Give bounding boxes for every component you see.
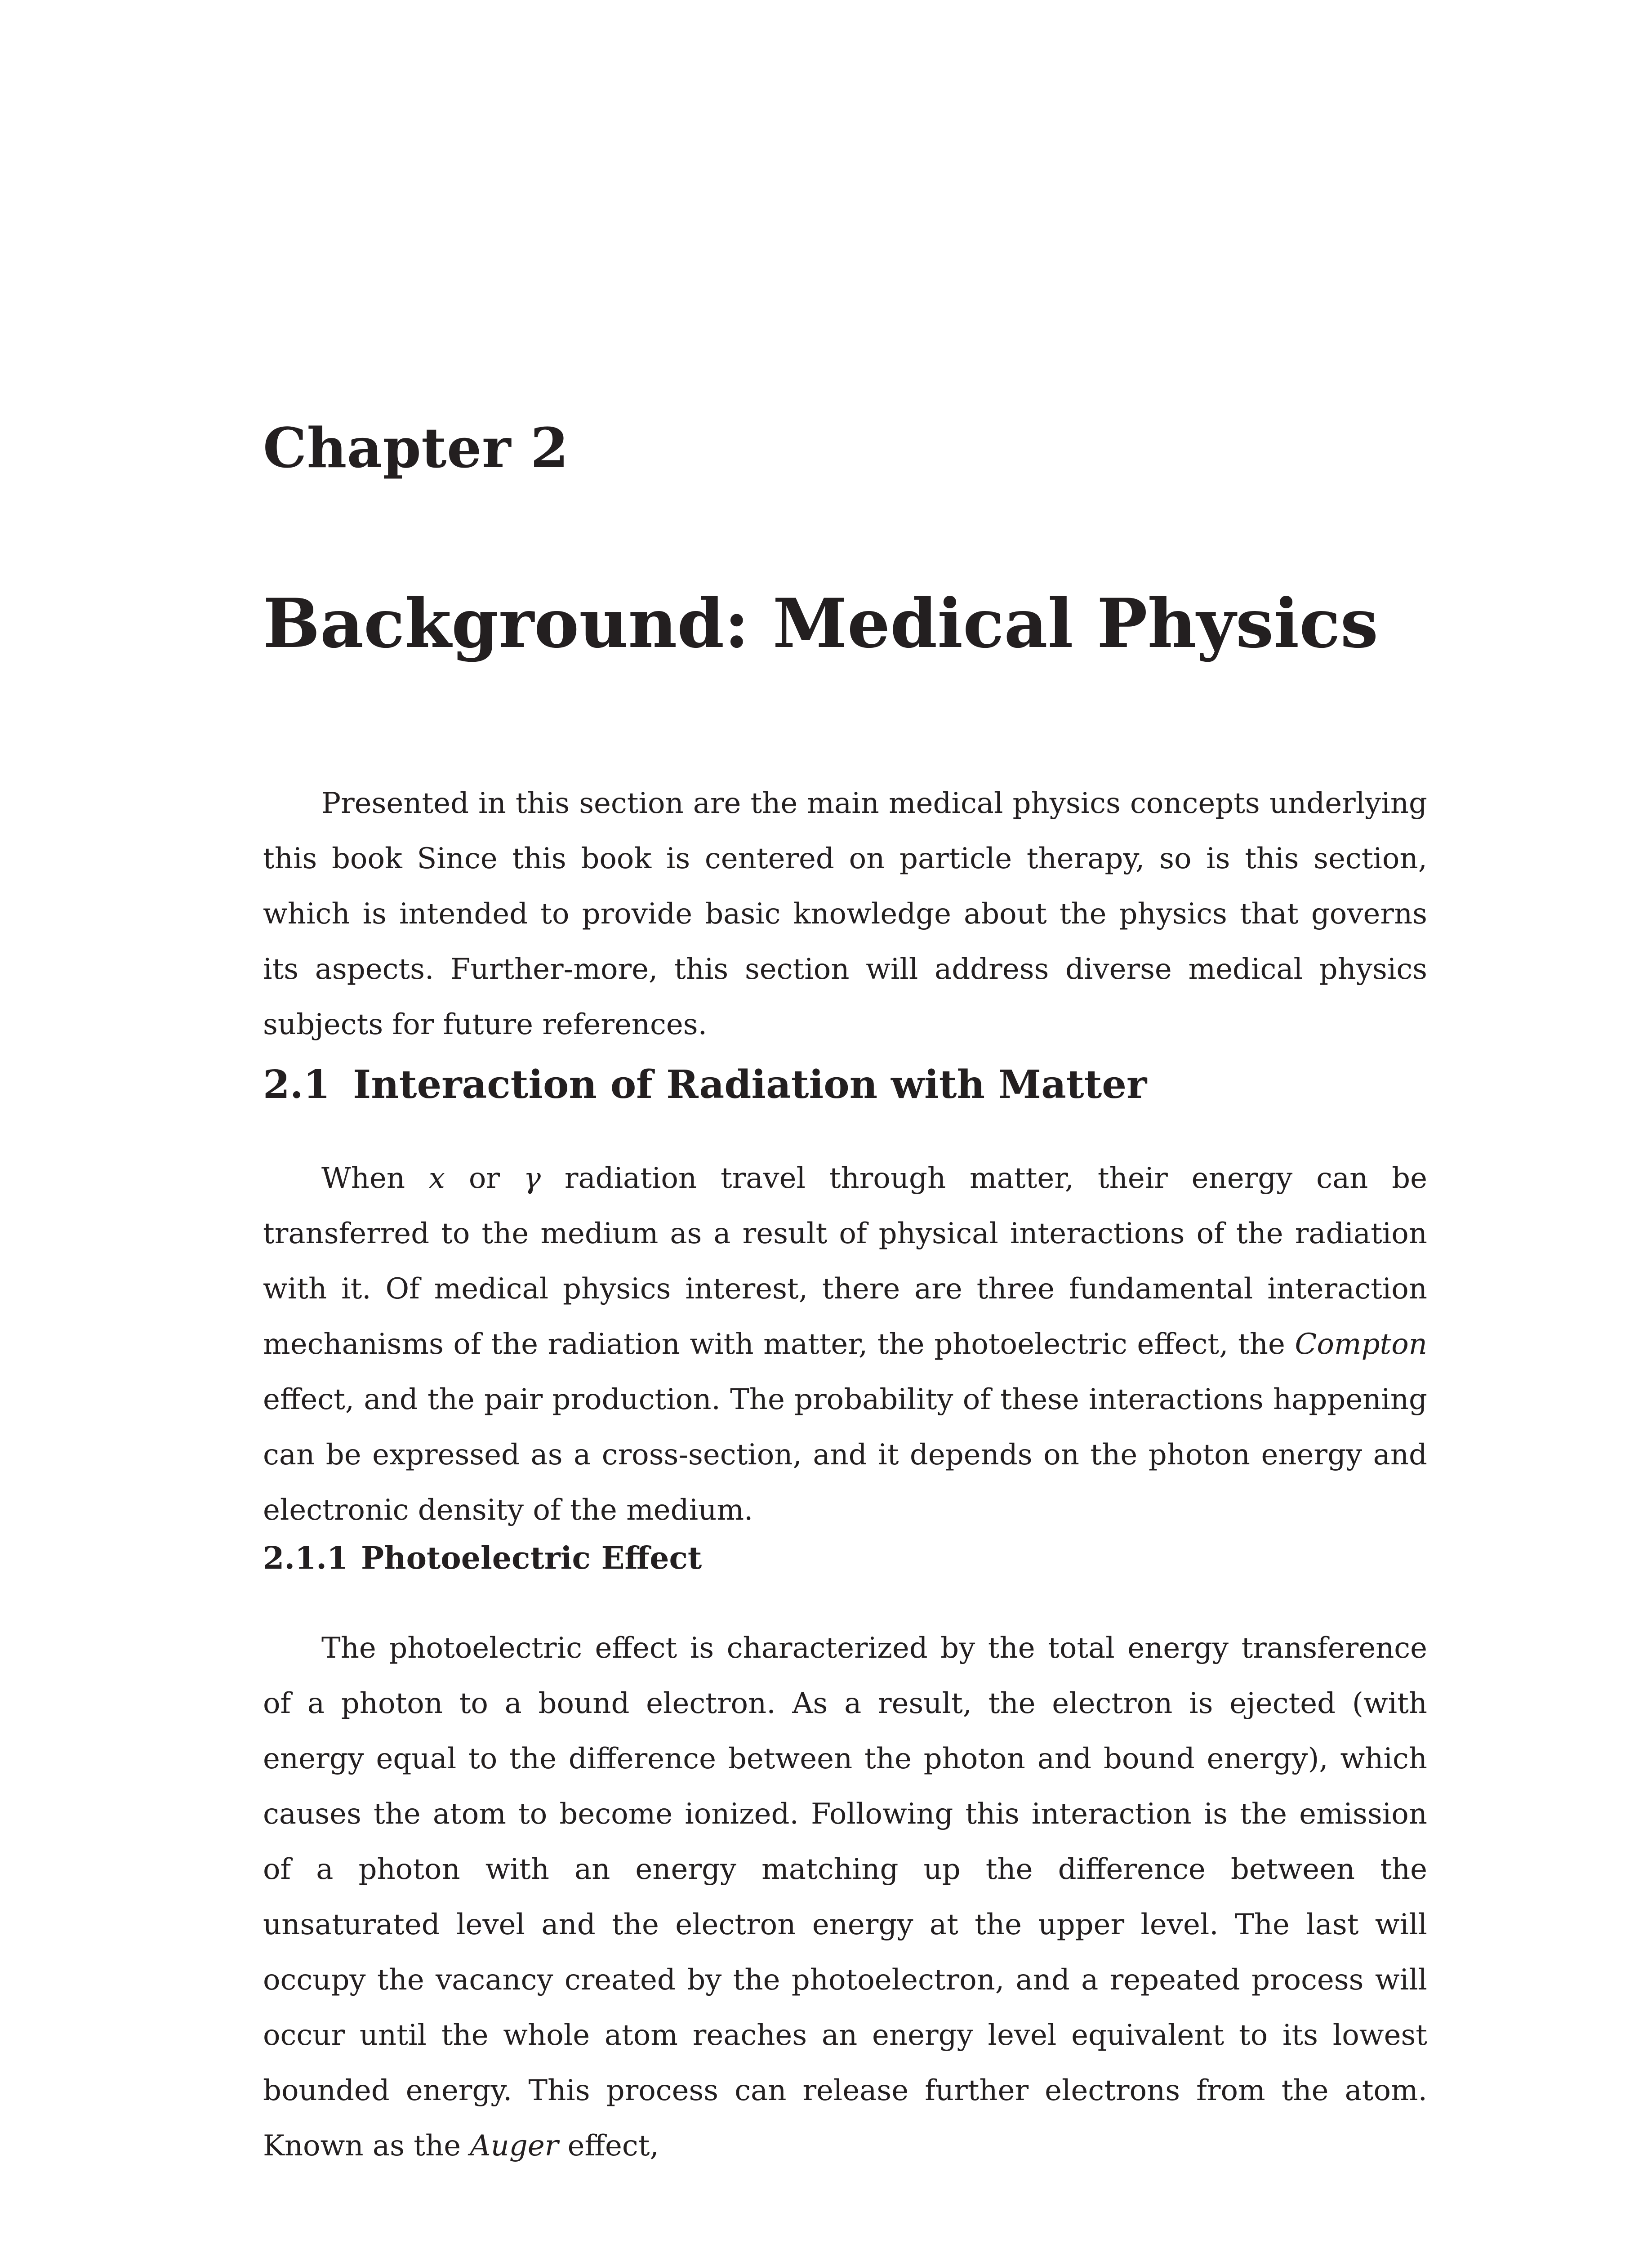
section-title: Interaction of Radiation with Matter [353, 1062, 1147, 1107]
gamma-symbol: γ [523, 1162, 541, 1195]
auger-term: Auger [470, 2129, 559, 2163]
intro-paragraph: Presented in this section are the main medical physics concepts underlying this book Since this book is centered on particle therapy, so is this section, which is intended to provide basic knowledge about the physics that governs its aspects. Further-more, this section will address diverse medical physics subjects for future references. [263, 787, 1427, 1041]
compton-term: Compton [1295, 1328, 1427, 1361]
subsection-heading-2-1-1 [263, 1540, 702, 1576]
paragraph-text: The photoelectric effect is characterized by the total energy transference of a photon to a bound electron. As a result, the electron is ejected (with energy equal to the difference between the photon and bound energy), which causes the atom to become ionized. Following this interaction is the emission of a photon with an energy matching up the difference between the unsaturated level and the electron energy at the upper level. The last will occupy the vacancy created by the photoelectron, and a repeated process will occur until the whole atom reaches an energy level equivalent to its lowest bounded energy. This process can release further electrons from the atom. Known as the [263, 1632, 1427, 2163]
chapter-label: Chapter 2 [263, 415, 569, 480]
paragraph-text: effect, and the pair production. The probability of these interactions happening can be expressed as a cross-section, and it depends on the photon energy and electronic density of the medium. [263, 1383, 1427, 1527]
paragraph-text: radiation travel through matter, their energy can be transferred to the medium as a result of physical interactions of the radiation with it. Of medical physics interest, there are three fundamental interaction mechanisms of the radiation with matter, the photoelectric effect, the [263, 1162, 1428, 1361]
section-2-1-paragraph [263, 1151, 1427, 1538]
chapter-title: Background: Medical Physics [263, 584, 1379, 663]
section-heading-2-1 [263, 1062, 1147, 1107]
paragraph-text: or [445, 1162, 524, 1195]
section-2-1-1-paragraph [263, 1621, 1427, 2174]
subsection-number: 2.1.1 [263, 1540, 348, 1576]
paragraph-text: effect, [558, 2129, 659, 2163]
x-symbol: x [428, 1162, 445, 1195]
section-number: 2.1 [263, 1062, 330, 1107]
subsection-title: Photoelectric Effect [361, 1540, 702, 1576]
paragraph-text: When [321, 1162, 429, 1195]
